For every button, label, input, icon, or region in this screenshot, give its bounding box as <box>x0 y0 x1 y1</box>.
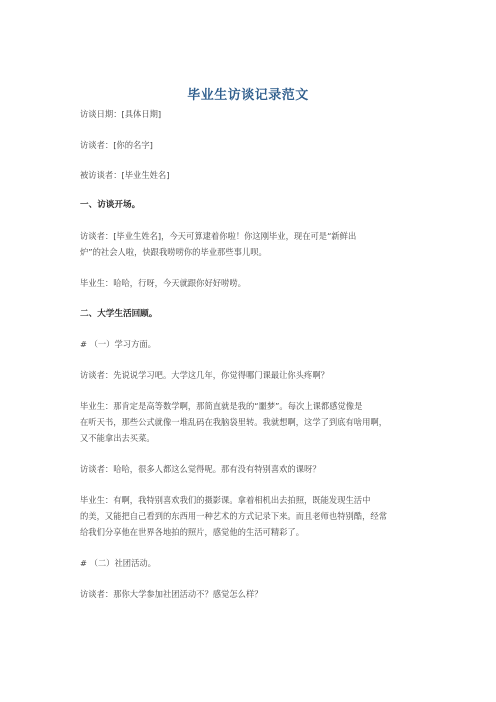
interviewee-name: 被访谈者：[毕业生姓名] <box>80 170 170 180</box>
section-heading-review: 二、大学生活回顾。 <box>80 309 158 319</box>
paragraph-line: 炉”的社会人啦，快跟我唠唠你的毕业那些事儿呗。 <box>80 247 267 257</box>
paragraph-line: 访谈者：[毕业生姓名]，今天可算逮着你啦！你这刚毕业，现在可是“新鲜出 <box>80 231 357 241</box>
paragraph-line: 毕业生：有啊，我特别喜欢我们的摄影课。拿着相机出去拍照，既能发现生活中 <box>80 495 371 505</box>
subsection-heading-clubs: # （二）社团活动。 <box>80 558 156 568</box>
paragraph-line: 又不能拿出去买菜。 <box>80 433 155 443</box>
interview-date: 访谈日期：[具体日期] <box>80 109 162 119</box>
paragraph-line: 访谈者：哈哈，很多人都这么觉得呢。那有没有特别喜欢的课呀？ <box>80 464 321 474</box>
interviewer-name: 访谈者：[你的名字] <box>80 140 153 150</box>
paragraph-line: 的美，又能把自己看到的东西用一种艺术的方式记录下来。而且老师也特别酷，经常 <box>80 511 387 521</box>
section-heading-opening: 一、访谈开场。 <box>80 200 141 210</box>
paragraph-line: 在听天书，那些公式就像一堆乱码在我脑袋里转。我就想啊，这学了到底有啥用啊， <box>80 417 387 427</box>
paragraph-line: 访谈者：先说说学习吧。大学这几年，你觉得哪门课最让你头疼啊？ <box>80 370 329 380</box>
paragraph-line: 毕业生：那肯定是高等数学啊，那简直就是我的“噩梦”。每次上课都感觉像是 <box>80 401 363 411</box>
subsection-heading-study: # （一）学习方面。 <box>80 339 156 349</box>
paragraph-line: 访谈者：那你大学参加社团活动不？感觉怎么样？ <box>80 589 263 599</box>
paragraph-line: 给我们分享他在世界各地拍的照片，感觉他的生活可精彩了。 <box>80 527 305 537</box>
paragraph-line: 毕业生：哈哈，行呀，今天就跟你好好唠唠。 <box>80 278 246 288</box>
document-title: 毕业生访谈记录范文 <box>187 88 309 103</box>
